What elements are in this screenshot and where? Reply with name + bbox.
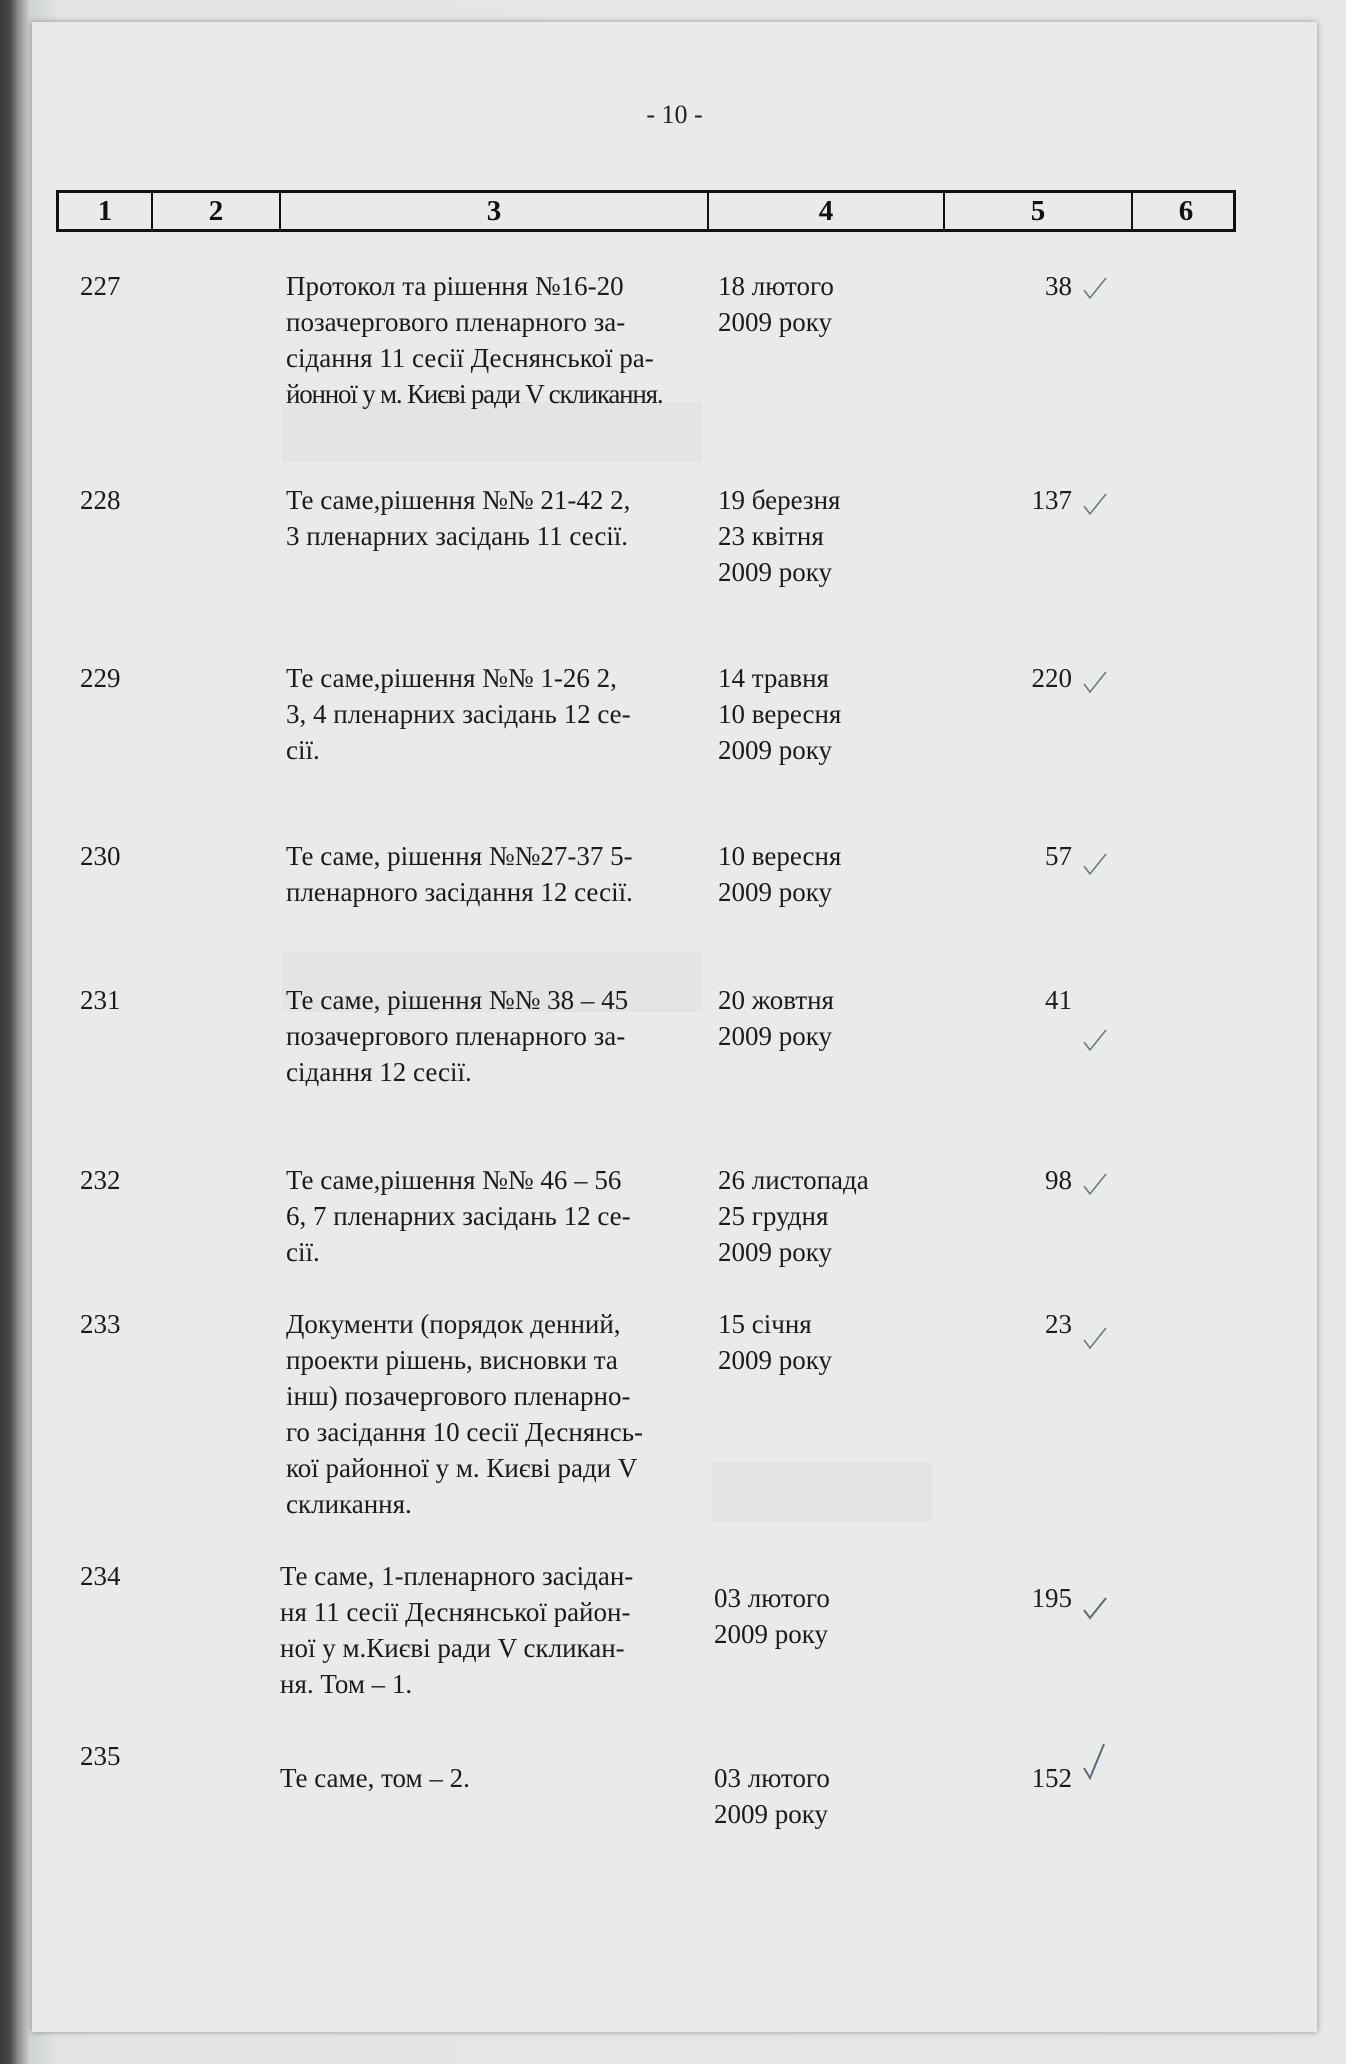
checkmark-icon: [1080, 668, 1110, 698]
checkmark-icon: [1080, 1026, 1110, 1056]
description-line: ня 11 сесії Деснянської район-: [280, 1597, 631, 1627]
date-line: 2009 року: [718, 557, 832, 587]
row-page-count: 195: [1031, 1583, 1072, 1613]
description-line: 3, 4 пленарних засідань 12 се-: [286, 699, 631, 729]
description-line: йонної у м. Києві ради V скликання.: [286, 379, 663, 409]
description-line: інш) позачергового пленарно-: [286, 1381, 631, 1411]
row-date: [718, 982, 938, 1054]
row-number: 227: [80, 271, 121, 301]
description-line: проекти рішень, висновки та: [286, 1345, 618, 1375]
description-line: Документи (порядок денний,: [286, 1309, 621, 1339]
description-line: сідання 12 сесії.: [286, 1057, 472, 1087]
description-line: позачергового пленарного за-: [286, 1021, 626, 1051]
description-line: Те саме, том – 2.: [280, 1763, 470, 1793]
date-line: 14 травня: [718, 663, 829, 693]
row-date: [718, 1162, 938, 1270]
date-line: 18 лютого: [718, 271, 834, 301]
date-line: 03 лютого: [714, 1583, 830, 1613]
date-line: 23 квітня: [718, 521, 824, 551]
date-line: 2009 року: [718, 1237, 832, 1267]
checkmark-icon: [1080, 490, 1110, 520]
description-line: ня. Том – 1.: [280, 1669, 413, 1699]
description-line: сії.: [286, 735, 320, 765]
row-date: [714, 1580, 934, 1652]
description-line: Те саме,рішення №№ 46 – 56: [286, 1165, 622, 1195]
date-line: 2009 року: [718, 735, 832, 765]
row-description: [280, 1760, 700, 1796]
row-description: [286, 982, 706, 1090]
description-line: пленарного засідання 12 сесії.: [286, 877, 633, 907]
date-line: 19 березня: [718, 485, 841, 515]
document-page: [32, 22, 1317, 2032]
description-line: кої районної у м. Києві ради V: [286, 1453, 638, 1483]
description-line: 6, 7 пленарних засідань 12 се-: [286, 1201, 631, 1231]
description-line: Те саме, рішення №№ 38 – 45: [286, 985, 629, 1015]
row-description: [286, 660, 706, 768]
row-page-count: 23: [1045, 1309, 1072, 1339]
column-header-1: 1: [59, 193, 153, 229]
row-description: [286, 838, 706, 910]
column-header-6: 6: [1178, 194, 1194, 227]
column-header-5: 5: [945, 193, 1133, 229]
date-line: 2009 року: [718, 877, 832, 907]
checkmark-icon: [1080, 1170, 1110, 1200]
row-page-count: 137: [1031, 485, 1072, 515]
date-line: 26 листопада: [718, 1165, 869, 1195]
date-line: 2009 року: [718, 1345, 832, 1375]
description-line: Те саме,рішення №№ 21-42 2,: [286, 485, 631, 515]
description-line: Те саме, рішення №№27-37 5-: [286, 841, 633, 871]
date-line: 2009 року: [714, 1619, 828, 1649]
description-line: сідання 11 сесії Деснянської ра-: [286, 343, 654, 373]
checkmark-icon: [1080, 1324, 1110, 1354]
row-page-count: 220: [1031, 663, 1072, 693]
row-page-count: 152: [1031, 1763, 1072, 1793]
description-line: го засідання 10 сесії Деснянсь-: [286, 1417, 644, 1447]
checkmark-icon: [1080, 850, 1110, 880]
row-number: 231: [80, 985, 121, 1015]
row-number: 235: [80, 1741, 121, 1771]
row-page-count: 38: [1045, 271, 1072, 301]
row-description: [286, 1306, 706, 1522]
date-line: 10 вересня: [718, 699, 842, 729]
date-line: 10 вересня: [718, 841, 842, 871]
column-header-3: 3: [281, 193, 709, 229]
column-header-table: [56, 190, 1236, 232]
date-line: 15 січня: [718, 1309, 812, 1339]
row-page-count: 41: [1045, 985, 1072, 1015]
row-date: [718, 268, 938, 340]
row-number: 230: [80, 841, 121, 871]
date-line: 03 лютого: [714, 1763, 830, 1793]
show-through-texture: [712, 1462, 932, 1522]
column-header-4: 4: [709, 193, 945, 229]
row-date: [718, 838, 938, 910]
row-page-count: 57: [1045, 841, 1072, 871]
date-line: 20 жовтня: [718, 985, 834, 1015]
row-page-count: 98: [1045, 1165, 1072, 1195]
checkmark-icon: [1080, 274, 1110, 304]
row-number: 233: [80, 1309, 121, 1339]
row-date: [718, 1306, 938, 1378]
description-line: скликання.: [286, 1489, 412, 1519]
row-description: [286, 482, 706, 554]
row-number: 232: [80, 1165, 121, 1195]
date-line: 2009 року: [718, 307, 832, 337]
description-line: позачергового пленарного за-: [286, 307, 626, 337]
description-line: сії.: [286, 1237, 320, 1267]
description-line: Те саме,рішення №№ 1-26 2,: [286, 663, 617, 693]
page-number: - 10 -: [646, 100, 703, 129]
date-line: 2009 року: [718, 1021, 832, 1051]
date-line: 25 грудня: [718, 1201, 829, 1231]
description-line: 3 пленарних засідань 11 сесії.: [286, 521, 629, 551]
checkmark-icon: [1080, 1594, 1110, 1624]
row-number: 229: [80, 663, 121, 693]
date-line: 2009 року: [714, 1799, 828, 1829]
row-number: 234: [80, 1561, 121, 1591]
description-line: ної у м.Києві ради V скликан-: [280, 1633, 625, 1663]
row-description: [280, 1558, 700, 1702]
row-date: [718, 660, 938, 768]
checkmark-icon: [1080, 1742, 1110, 1782]
description-line: Протокол та рішення №16-20: [286, 271, 624, 301]
row-number: 228: [80, 485, 121, 515]
row-description: [286, 268, 706, 412]
description-line: Те саме, 1-пленарного засідан-: [280, 1561, 634, 1591]
row-description: [286, 1162, 706, 1270]
row-date: [714, 1760, 934, 1832]
row-date: [718, 482, 938, 590]
column-header-2: 2: [153, 193, 281, 229]
